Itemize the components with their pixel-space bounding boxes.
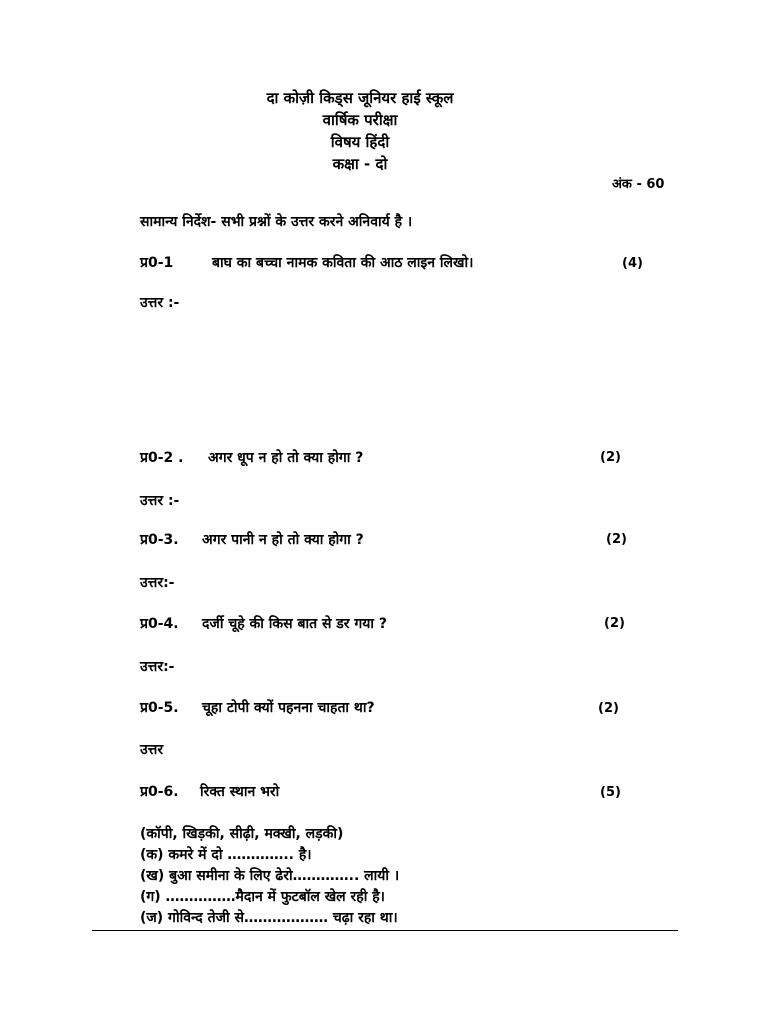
fill-blank-item: (ज) गोविन्द तेजी से……………… चढ़ा रहा था।	[140, 910, 398, 926]
class-title: कक्षा - दो	[332, 155, 388, 173]
answer-1-label: उत्तर :-	[140, 295, 180, 311]
question-2-text: अगर धूप न हो तो क्या होगा ?	[208, 450, 364, 466]
question-3-text: अगर पानी न हो तो क्या होगा ?	[202, 532, 364, 548]
question-5-text: चूहा टोपी क्यों पहनना चाहता था?	[202, 700, 375, 716]
answer-5-label: उत्तर	[140, 742, 164, 758]
exam-title: वार्षिक परीक्षा	[322, 111, 398, 129]
question-4-text: दर्जी चूहे की किस बात से डर गया ?	[202, 616, 388, 632]
subject-title: विषय हिंदी	[330, 133, 390, 151]
question-6-text: रिक्त स्थान भरो	[200, 784, 280, 800]
question-1-label: प्र0-1	[140, 255, 174, 271]
question-1-marks: (4)	[622, 256, 643, 271]
question-6-marks: (5)	[600, 785, 621, 800]
question-6-label: प्र0-6.	[140, 784, 179, 800]
question-5-label: प्र0-5.	[140, 700, 179, 716]
question-1-text: बाघ का बच्चा नामक कविता की आठ लाइन लिखो।	[212, 255, 474, 271]
total-marks: अंक - 60	[612, 177, 665, 192]
question-4-label: प्र0-4.	[140, 616, 179, 632]
page-bottom-rule	[92, 930, 678, 931]
question-3-label: प्र0-3.	[140, 532, 179, 548]
answer-3-label: उत्तर:-	[140, 575, 175, 591]
answer-4-label: उत्तर:-	[140, 659, 175, 675]
question-2-marks: (2)	[600, 450, 621, 465]
question-2-label: प्र0-2 .	[140, 450, 184, 466]
fill-blank-item: (क) कमरे में दो ………….. है।	[140, 847, 312, 863]
general-instructions: सामान्य निर्देश- सभी प्रश्नों के उत्तर करने अनिवार्य है ।	[140, 214, 413, 230]
answer-2-label: उत्तर :-	[140, 493, 180, 509]
question-4-marks: (2)	[604, 616, 625, 631]
fill-blank-item: (ख) बुआ समीना के लिए ढेरो………….. लायी ।	[140, 868, 400, 884]
question-5-marks: (2)	[598, 701, 619, 716]
fill-blank-item: (ग) ……………मैदान में फुटबॉल खेल रही है।	[140, 889, 385, 905]
school-name: दा कोज़ी किड्स जूनियर हाई स्कूल	[266, 89, 454, 107]
question-3-marks: (2)	[606, 532, 627, 547]
word-options: (कॉपी, खिड़की, सीढ़ी, मक्खी, लड़की)	[140, 826, 344, 842]
